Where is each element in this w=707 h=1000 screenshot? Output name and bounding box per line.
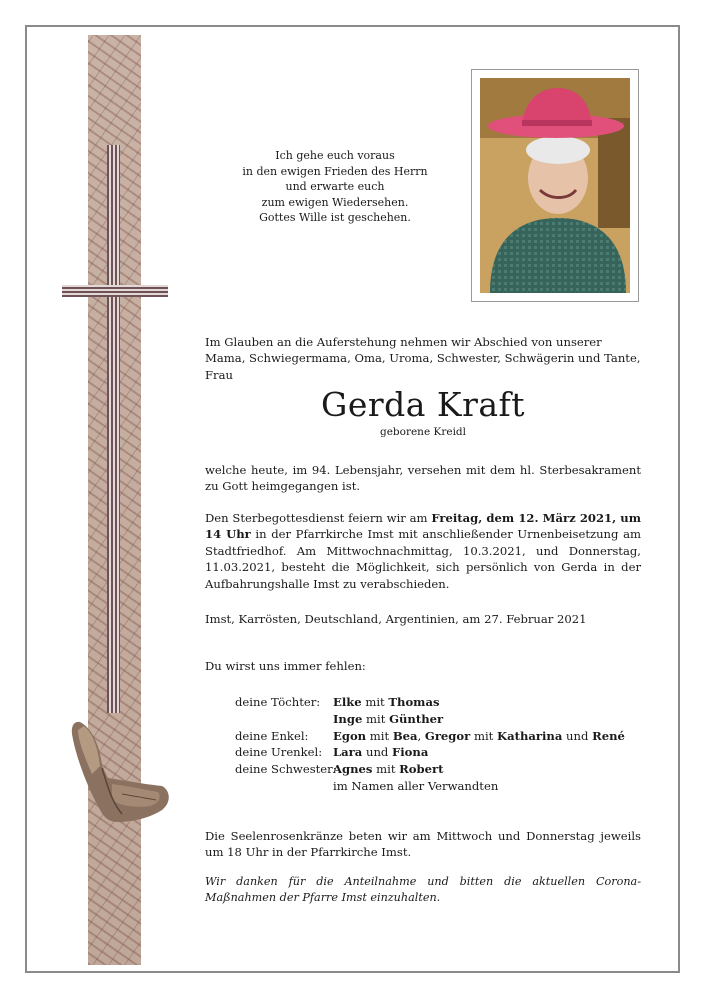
relation-label: deine Enkel:	[235, 728, 309, 743]
service-date: Freitag, dem 12. März 2021, um 14 Uhr	[205, 511, 641, 542]
relation-members	[333, 761, 444, 778]
list-item	[235, 744, 625, 761]
thanks-paragraph: Wir danken für die Anteilnahme und bitten die aktuellen Corona-Maßnahmen der Pfarre Imst einzuhalten.	[205, 875, 641, 905]
member-name: Bea	[392, 728, 418, 743]
relation-label: deine Urenkel:	[235, 745, 323, 760]
verse-line: Ich gehe euch voraus	[275, 149, 395, 162]
list-item	[235, 694, 625, 711]
member-name: Egon	[333, 728, 367, 743]
family-list	[235, 694, 625, 795]
missed-line: Du wirst uns immer fehlen:	[205, 659, 366, 673]
member-name: René	[592, 728, 625, 743]
praying-hands-icon	[62, 718, 174, 828]
member-connector: ,	[417, 728, 425, 743]
portrait-frame	[471, 69, 639, 302]
member-name: Lara	[333, 745, 363, 760]
member-name: Elke	[333, 695, 362, 709]
intro-paragraph: Im Glauben an die Auferstehung nehmen wir Abschied von unserer Mama, Schwiegermama, Oma, Uroma, Schwester, Schwägerin und Tante, Frau	[205, 335, 641, 382]
verse-line: und erwarte euch	[285, 180, 385, 194]
memorial-verse	[235, 148, 435, 226]
verse-line: in den ewigen Frieden des Herrn	[242, 164, 428, 178]
member-name: Inge	[333, 711, 363, 726]
member-name: Robert	[399, 762, 444, 777]
relation-label-empty	[235, 711, 333, 728]
relation-members	[333, 728, 625, 745]
deceased-name: Gerda Kraft	[320, 385, 526, 424]
member-connector: mit	[361, 695, 389, 709]
service-paragraph	[205, 510, 641, 592]
service-text-pre: Den Sterbegottesdienst feiern wir am	[205, 511, 432, 525]
list-item	[235, 711, 625, 728]
member-name: Agnes	[333, 762, 373, 777]
list-item	[235, 778, 625, 795]
member-connector: und	[362, 745, 393, 760]
member-name: Günther	[389, 711, 444, 726]
rosary-paragraph: Die Seelenrosenkränze beten wir am Mittwoch und Donnerstag jeweils um 18 Uhr in der Pfarrkirche Imst.	[205, 829, 641, 860]
member-connector: mit	[362, 711, 390, 726]
relation-label: deine Töchter:	[235, 695, 321, 709]
birth-name: geborene Kreidl	[379, 426, 467, 438]
cross-horizontal-bar	[62, 285, 168, 297]
portrait-photo	[480, 78, 630, 293]
relation-label: deine Schwester:	[235, 762, 337, 777]
list-item	[235, 761, 625, 778]
relation-members	[333, 744, 428, 761]
member-connector: und	[562, 728, 593, 743]
verse-line: zum ewigen Wiedersehen.	[261, 195, 409, 209]
verse-line: Gottes Wille ist geschehen.	[259, 211, 411, 225]
member-name: Thomas	[388, 695, 440, 709]
service-text-post: in der Pfarrkirche Imst mit anschließender Urnenbeisetzung am Stadtfriedhof. Am Mittwochnachmittag, 10.3.2021, und Donnerstag, 11.03.2021, besteht die Möglichkeit, sich persönlich von Gerda in der Aufbahrungshalle Imst zu verabschieden.	[205, 527, 641, 591]
list-item	[235, 728, 625, 745]
relatives-line: im Namen aller Verwandten	[333, 778, 499, 793]
member-connector: mit	[372, 762, 400, 777]
cross-vertical-bar	[107, 145, 120, 713]
relation-label-empty	[235, 778, 333, 795]
member-name: Fiona	[392, 745, 429, 760]
member-connector: mit	[470, 728, 497, 743]
member-connector: mit	[366, 728, 393, 743]
member-name: Gregor	[424, 728, 471, 743]
member-name: Katharina	[497, 728, 563, 743]
place-date: Imst, Karrösten, Deutschland, Argentinien, am 27. Februar 2021	[205, 612, 587, 626]
passing-paragraph: welche heute, im 94. Lebensjahr, versehen mit dem hl. Sterbesakrament zu Gott heimgegangen ist.	[205, 463, 641, 494]
relation-members	[333, 694, 440, 711]
relation-members	[333, 711, 443, 728]
